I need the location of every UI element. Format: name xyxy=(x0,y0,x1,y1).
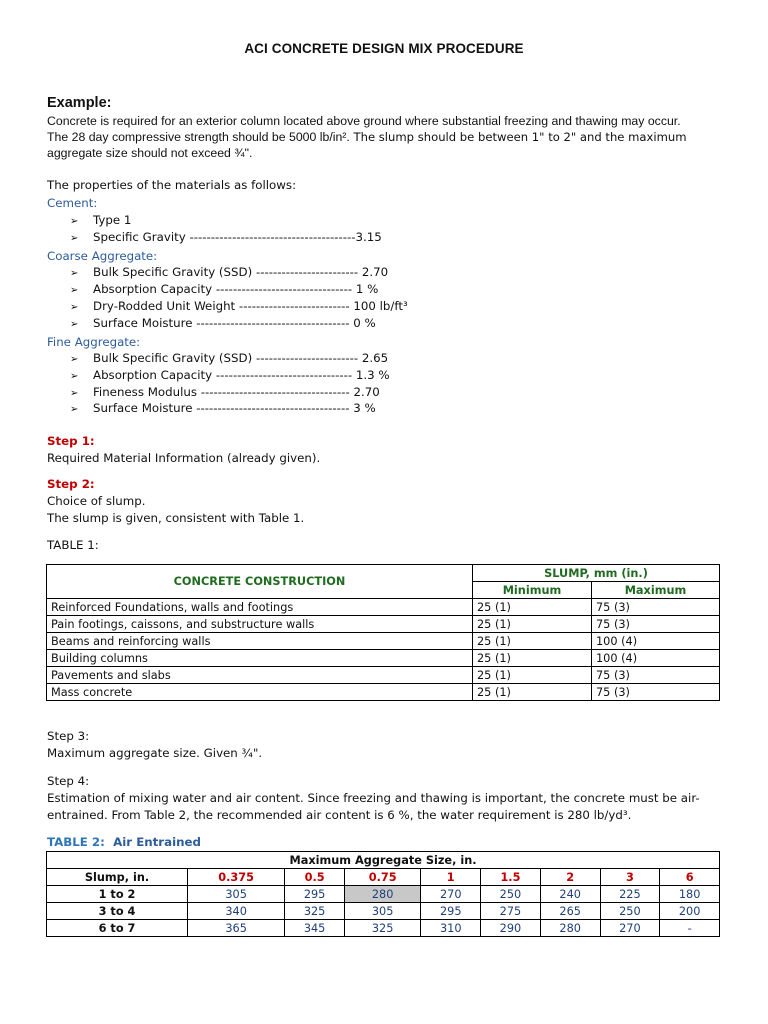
header-max-aggregate-size: Maximum Aggregate Size, in. xyxy=(47,852,720,869)
example-heading: Example: xyxy=(47,95,112,111)
table-2-sublabel: Air Entrained xyxy=(113,835,201,849)
table-row: Building columns 25 (1) 100 (4) xyxy=(47,650,720,667)
list-item: ➢ Specific Gravity ---------------------------------------3.15 xyxy=(70,230,382,244)
list-item: ➢ Absorption Capacity -------------------------------- 1 % xyxy=(70,282,379,296)
table-row: 3 to 4 340 325 305 295 275 265 250 200 xyxy=(47,903,720,920)
size-header: 1 xyxy=(421,869,481,886)
step-4-text-1: Estimation of mixing water and air content. Since freezing and thawing is important, the concrete must be air- xyxy=(47,791,700,805)
table-row: Pavements and slabs 25 (1) 75 (3) xyxy=(47,667,720,684)
table-row: Beams and reinforcing walls 25 (1) 100 (4) xyxy=(47,633,720,650)
coarse-aggregate-label: Coarse Aggregate: xyxy=(47,249,158,263)
size-header: 1.5 xyxy=(481,869,541,886)
table-1 xyxy=(46,564,720,701)
step-4-text-2: entrained. From Table 2, the recommended air content is 6 %, the water requirement is 280 lb/yd³. xyxy=(47,808,632,822)
table-subheader-row xyxy=(47,869,720,886)
step-4-label: Step 4: xyxy=(47,774,90,788)
table-row: 1 to 2 305 295 280 270 250 240 225 180 xyxy=(47,886,720,903)
list-item: ➢ Bulk Specific Gravity (SSD) ------------------------ 2.70 xyxy=(70,265,389,279)
header-concrete-construction: CONCRETE CONSTRUCTION xyxy=(47,565,473,599)
step-2-text-1: Choice of slump. xyxy=(47,494,146,508)
arrow-bullet-icon: ➢ xyxy=(70,285,79,296)
table-row: Mass concrete 25 (1) 75 (3) xyxy=(47,684,720,701)
list-item: ➢ Surface Moisture ------------------------------------ 0 % xyxy=(70,316,376,330)
list-item: ➢ Bulk Specific Gravity (SSD) ------------------------ 2.65 xyxy=(70,351,389,365)
arrow-bullet-icon: ➢ xyxy=(70,302,79,313)
page-title: ACI CONCRETE DESIGN MIX PROCEDURE xyxy=(244,41,524,56)
arrow-bullet-icon: ➢ xyxy=(70,388,79,399)
header-minimum: Minimum xyxy=(473,582,592,599)
arrow-bullet-icon: ➢ xyxy=(70,268,79,279)
list-item: ➢ Fineness Modulus ----------------------------------- 2.70 xyxy=(70,385,380,399)
list-item: ➢ Surface Moisture ------------------------------------ 3 % xyxy=(70,401,376,415)
table-row: Reinforced Foundations, walls and footings 25 (1) 75 (3) xyxy=(47,599,720,616)
table-row: 6 to 7 365 345 325 310 290 280 270 - xyxy=(47,920,720,937)
list-item: ➢ Type 1 xyxy=(70,213,132,227)
example-line-2b: The slump should be between 1" to 2" and the maximum xyxy=(349,130,687,144)
materials-intro: The properties of the materials as follows: xyxy=(47,178,297,192)
arrow-bullet-icon: ➢ xyxy=(70,233,79,244)
fine-aggregate-label: Fine Aggregate: xyxy=(47,335,141,349)
highlighted-cell: 280 xyxy=(344,886,420,903)
table-2-label: TABLE 2: xyxy=(47,835,105,849)
size-header: 2 xyxy=(540,869,600,886)
size-header: 3 xyxy=(600,869,660,886)
table-1-label: TABLE 1: xyxy=(47,538,99,552)
cement-label: Cement: xyxy=(47,196,98,210)
example-line-3: aggregate size should not exceed ¾". xyxy=(47,146,253,160)
step-1-label: Step 1: xyxy=(47,434,95,448)
table-header-row xyxy=(47,565,720,582)
table-header-row xyxy=(47,852,720,869)
step-3-text: Maximum aggregate size. Given ¾". xyxy=(47,746,263,760)
arrow-bullet-icon: ➢ xyxy=(70,371,79,382)
size-header: 0.5 xyxy=(285,869,345,886)
size-header: 0.75 xyxy=(344,869,420,886)
list-item: ➢ Absorption Capacity -------------------------------- 1.3 % xyxy=(70,368,390,382)
list-item: ➢ Dry-Rodded Unit Weight -------------------------- 100 lb/ft³ xyxy=(70,299,408,313)
size-header: 0.375 xyxy=(188,869,285,886)
header-slump: Slump, in. xyxy=(47,869,188,886)
table-2 xyxy=(46,851,720,937)
size-header: 6 xyxy=(660,869,720,886)
arrow-bullet-icon: ➢ xyxy=(70,354,79,365)
arrow-bullet-icon: ➢ xyxy=(70,319,79,330)
header-maximum: Maximum xyxy=(592,582,720,599)
step-2-label: Step 2: xyxy=(47,477,95,491)
table-row: Pain footings, caissons, and substructure walls 25 (1) 75 (3) xyxy=(47,616,720,633)
arrow-bullet-icon: ➢ xyxy=(70,216,79,227)
example-paragraph xyxy=(47,113,727,161)
example-line-2 xyxy=(47,129,727,145)
step-2-text-2: The slump is given, consistent with Table 1. xyxy=(47,511,305,525)
example-line-2a: The 28 day compressive strength should be 5000 lb/in². xyxy=(47,130,350,144)
example-line-1: Concrete is required for an exterior column located above ground where substantial freezing and thawing may occur. xyxy=(47,114,681,128)
step-3-label: Step 3: xyxy=(47,729,90,743)
header-slump: SLUMP, mm (in.) xyxy=(473,565,720,582)
step-1-text: Required Material Information (already given). xyxy=(47,451,321,465)
table-2-caption xyxy=(47,834,201,851)
arrow-bullet-icon: ➢ xyxy=(70,404,79,415)
